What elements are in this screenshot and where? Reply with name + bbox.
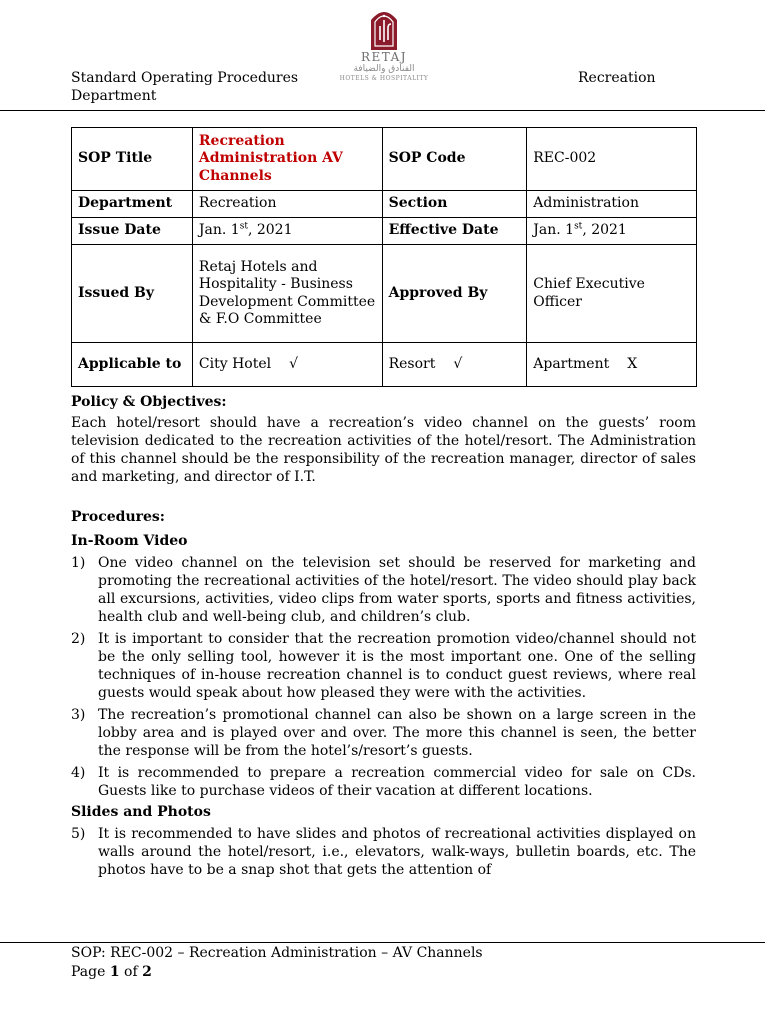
issued-by-value: Retaj Hotels and Hospitality - Business Development Committee & F.O Committee [192, 245, 382, 343]
footer-rule [0, 942, 765, 943]
header-recreation: Recreation [578, 70, 656, 86]
section-value: Administration [527, 191, 697, 218]
table-row [72, 128, 697, 191]
retaj-emblem-icon [369, 6, 399, 50]
list-text: It is important to consider that the recreation promotion video/channel should not be the only selling tool, however it is the most important one. One of the selling techniques of in-house recreation channel is to conduct guest reviews, where real guests would speak about how pleased they were with the activities. [98, 631, 696, 701]
table-row [72, 343, 697, 387]
effective-date-sup: st [574, 221, 583, 232]
apartment-cell [527, 343, 697, 387]
list-number: 1) [71, 555, 86, 571]
document-body [71, 393, 696, 879]
list-number: 3) [71, 707, 86, 723]
approved-by-value: Chief Executive Officer [527, 245, 697, 343]
list-item [71, 764, 696, 800]
table-row [72, 191, 697, 218]
resort-label: Resort [388, 355, 436, 372]
effective-date-label: Effective Date [382, 218, 527, 245]
procedures-heading: Procedures: [71, 509, 165, 525]
effective-date-value [527, 218, 697, 245]
sop-code-value: REC-002 [527, 128, 697, 191]
resort-cell [382, 343, 527, 387]
header-left-line2: Department [71, 88, 157, 104]
issue-date-label: Issue Date [72, 218, 193, 245]
list-item [71, 630, 696, 702]
city-hotel-check-icon: √ [289, 355, 299, 372]
policy-text: Each hotel/resort should have a recreation’s video channel on the guests’ room television dedicated to the recreation activities of the hotel/resort. The Administration of this channel should be the responsibility of the recreation manager, director of sales and marketing, and director of I.T. [71, 415, 696, 485]
section-label: Section [382, 191, 527, 218]
logo-subtitle: HOTELS & HOSPITALITY [339, 75, 429, 82]
list-item [71, 706, 696, 760]
applicable-label: Applicable to [72, 343, 193, 387]
city-hotel-label: City Hotel [198, 355, 272, 372]
list-number: 4) [71, 765, 86, 781]
page-current: 1 [109, 964, 120, 980]
header-left-line1: Standard Operating Procedures [71, 70, 299, 86]
table-row [72, 218, 697, 245]
issue-date-value [192, 218, 382, 245]
sop-title-text: Recreation Administration AV Channels [198, 132, 343, 184]
page-total: 2 [142, 964, 152, 980]
department-value: Recreation [192, 191, 382, 218]
list-text: One video channel on the television set should be reserved for marketing and promoting the recreational activities of the hotel/resort. The video should play back all excursions, activities, video clips from water sports, sports and fitness activities, health club and well-being club, and children’s club. [98, 555, 696, 625]
sop-code-label: SOP Code [382, 128, 527, 191]
list-item [71, 825, 696, 879]
sop-title-label: SOP Title [72, 128, 193, 191]
policy-heading: Policy & Objectives: [71, 394, 227, 410]
footer-title: SOP: REC-002 – Recreation Administration – AV Channels [71, 945, 483, 961]
sop-title-value [192, 128, 382, 191]
in-room-video-list [71, 554, 696, 800]
table-row [72, 245, 697, 343]
page-footer [71, 944, 483, 982]
list-item [71, 554, 696, 626]
list-text: The recreation’s promotional channel can also be shown on a large screen in the lobby area and is played over and over. The more this channel is seen, the better the response will be from the hotel’s/resort’s guests. [98, 707, 696, 759]
in-room-video-heading: In-Room Video [71, 533, 188, 549]
apartment-label: Apartment [533, 355, 610, 372]
list-number: 2) [71, 631, 86, 647]
city-hotel-cell [192, 343, 382, 387]
page-number [71, 963, 483, 982]
retaj-logo [338, 6, 430, 83]
issue-date-suffix: , 2021 [247, 222, 293, 239]
approved-by-label: Approved By [382, 245, 527, 343]
logo-name: RETAJ [360, 50, 408, 64]
list-text: It is recommended to prepare a recreation commercial video for sale on CDs. Guests like to purchase videos of their vacation at different locations. [98, 765, 696, 799]
issued-by-label: Issued By [72, 245, 193, 343]
issue-date-sup: st [239, 221, 248, 232]
list-number: 5) [71, 826, 86, 842]
slides-photos-heading: Slides and Photos [71, 804, 211, 820]
effective-date-suffix: , 2021 [582, 222, 627, 239]
issue-date-prefix: Jan. 1 [198, 222, 240, 239]
header-department [71, 69, 298, 105]
sop-info-table [71, 127, 697, 387]
of-word: of [124, 964, 138, 980]
logo-arabic-text: الفنادق والضيافة [353, 64, 415, 74]
effective-date-prefix: Jan. 1 [533, 222, 575, 239]
header-rule [0, 110, 765, 111]
slides-photos-list [71, 825, 696, 879]
list-text: It is recommended to have slides and photos of recreational activities displayed on walls around the hotel/resort, i.e., elevators, walk-ways, bulletin boards, etc. The photos have to be a snap shot that gets the attention of [98, 826, 696, 878]
resort-check-icon: √ [453, 355, 463, 372]
page-word: Page [71, 964, 106, 980]
apartment-x-icon: X [627, 355, 638, 372]
department-label: Department [72, 191, 193, 218]
